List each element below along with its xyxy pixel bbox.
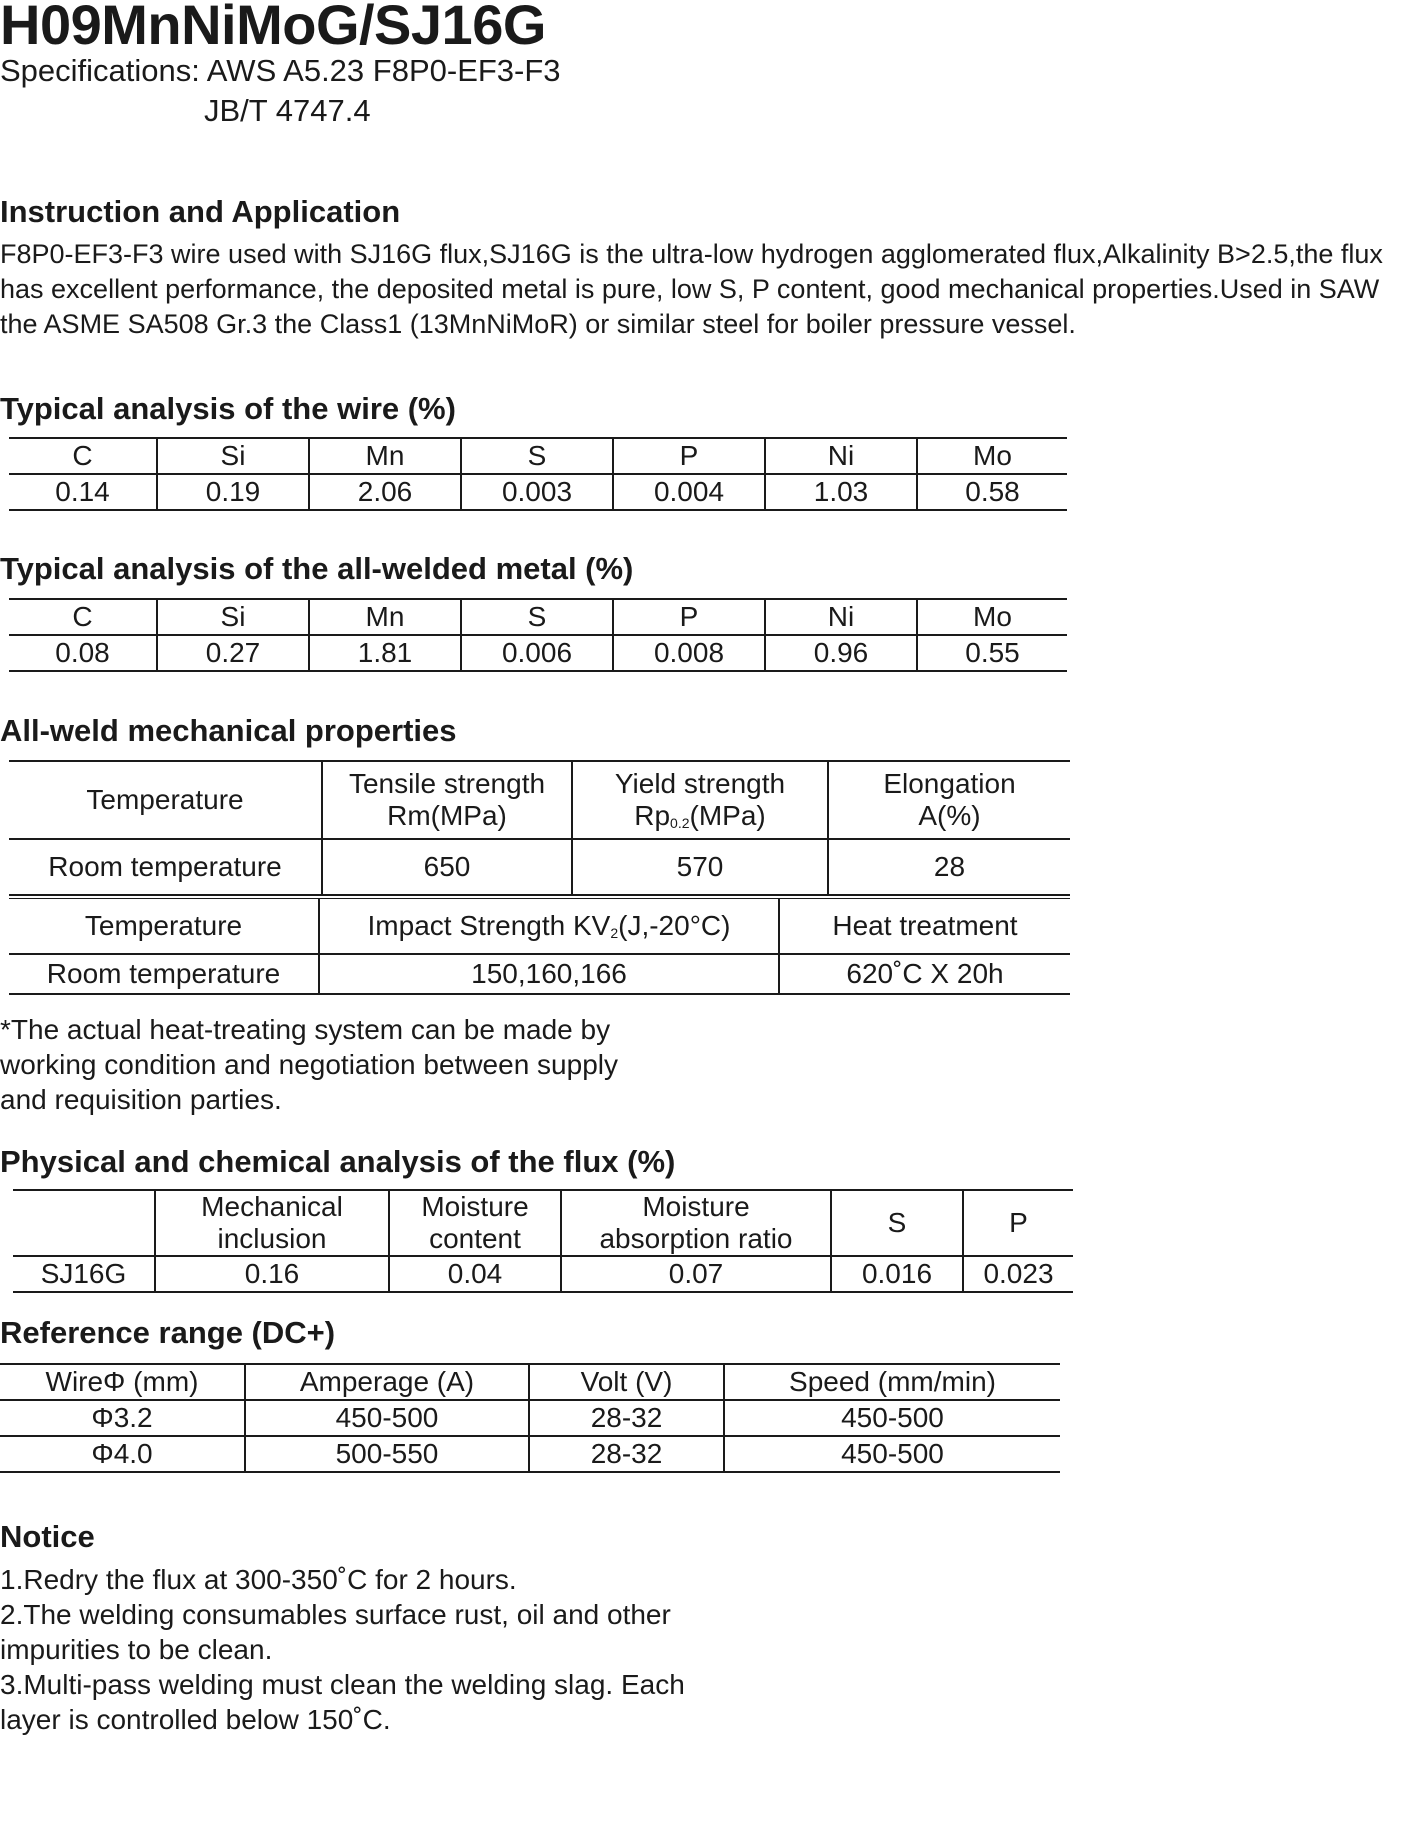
value-s: 0.003 xyxy=(461,474,613,510)
footnote-line: *The actual heat-treating system can be made by xyxy=(0,1014,611,1045)
col-mo: Mo xyxy=(917,438,1067,474)
notice-line: layer is controlled below 150˚C. xyxy=(0,1704,391,1735)
table-row xyxy=(9,954,1070,994)
col-s: S xyxy=(461,599,613,635)
yield-unit-mpa: (MPa) xyxy=(689,800,766,831)
table-row xyxy=(13,1256,1073,1292)
instruction-line: has excellent performance, the deposited metal is pure, low S, P content, good mechanical properties.Used in SAW xyxy=(0,274,1380,304)
footnote-line: working condition and negotiation between supply xyxy=(0,1049,618,1080)
reference-table xyxy=(0,1363,1060,1473)
col-wire-diameter: WireΦ (mm) xyxy=(0,1364,245,1400)
notice-list xyxy=(0,1562,685,1737)
value-heat-treatment: 620˚C X 20h xyxy=(779,954,1070,994)
col-ni: Ni xyxy=(765,599,917,635)
value-p: 0.008 xyxy=(613,635,765,671)
notice-line: 1.Redry the flux at 300-350˚C for 2 hours. xyxy=(0,1564,517,1595)
table-header-row xyxy=(0,1364,1060,1400)
table-row xyxy=(0,1436,1060,1472)
moisture-content-line1: Moisture xyxy=(421,1191,529,1222)
value-flux-name: SJ16G xyxy=(40,1258,127,1290)
value-amperage: 500-550 xyxy=(245,1436,529,1472)
value-s: 0.016 xyxy=(831,1256,963,1292)
notice-line: 2.The welding consumables surface rust, oil and other xyxy=(0,1599,671,1630)
value-speed: 450-500 xyxy=(724,1400,1060,1436)
value-volt: 28-32 xyxy=(529,1400,724,1436)
value-wire-diameter: Φ3.2 xyxy=(0,1400,245,1436)
col-heat-treatment: Heat treatment xyxy=(779,897,1070,954)
table-row xyxy=(9,635,1067,671)
value-p: 0.023 xyxy=(963,1256,1073,1292)
value-moisture-absorption: 0.07 xyxy=(561,1256,831,1292)
col-flux-name xyxy=(13,1190,155,1256)
footnote-line: and requisition parties. xyxy=(0,1084,282,1115)
col-amperage: Amperage (A) xyxy=(245,1364,529,1400)
yield-label: Yield strength xyxy=(614,767,786,799)
col-temperature: Temperature xyxy=(9,897,319,954)
col-si: Si xyxy=(157,599,309,635)
instruction-line: F8P0-EF3-F3 wire used with SJ16G flux,SJ16G is the ultra-low hydrogen agglomerated flux,Alkalinity B>2.5,the flux xyxy=(0,239,1383,269)
col-elongation xyxy=(828,761,1070,839)
page-title: H09MnNiMoG/SJ16G xyxy=(0,0,546,56)
impact-unit: (J,-20°C) xyxy=(618,909,731,941)
col-s: S xyxy=(831,1190,963,1256)
table-row xyxy=(9,474,1067,510)
instruction-heading: Instruction and Application xyxy=(0,194,401,229)
table-header-row xyxy=(9,438,1067,474)
value-volt: 28-32 xyxy=(529,1436,724,1472)
specifications-line-1: Specifications: AWS A5.23 F8P0-EF3-F3 xyxy=(0,53,561,88)
notice-heading: Notice xyxy=(0,1519,95,1554)
value-impact: 150,160,166 xyxy=(319,954,779,994)
col-p: P xyxy=(613,438,765,474)
reference-heading: Reference range (DC+) xyxy=(0,1315,336,1350)
yield-unit-sub: 0.2 xyxy=(670,815,690,831)
impact-label: Impact Strength KV xyxy=(367,909,611,941)
col-speed: Speed (mm/min) xyxy=(724,1364,1060,1400)
value-mo: 0.58 xyxy=(917,474,1067,510)
col-mo: Mo xyxy=(917,599,1067,635)
value-si: 0.19 xyxy=(157,474,309,510)
col-c: C xyxy=(9,599,157,635)
value-wire-diameter: Φ4.0 xyxy=(91,1437,153,1469)
value-yield: 570 xyxy=(572,839,828,895)
value-c: 0.08 xyxy=(55,636,110,668)
heat-treatment-footnote xyxy=(0,1012,618,1117)
instruction-line: the ASME SA508 Gr.3 the Class1 (13MnNiMoR) or similar steel for boiler pressure vessel. xyxy=(0,309,1076,339)
wire-analysis-table xyxy=(9,437,1067,511)
moisture-content-line2: content xyxy=(429,1223,521,1255)
mechanical-heading: All-weld mechanical properties xyxy=(0,713,457,748)
col-ni: Ni xyxy=(765,438,917,474)
value-moisture-content: 0.04 xyxy=(389,1256,561,1292)
tensile-label: Tensile strength xyxy=(348,767,546,799)
value-mo: 0.55 xyxy=(917,635,1067,671)
col-si: Si xyxy=(157,438,309,474)
elongation-unit: A(%) xyxy=(918,800,981,831)
col-mechanical-inclusion xyxy=(155,1190,389,1256)
col-p: P xyxy=(613,599,765,635)
col-p: P xyxy=(963,1190,1073,1256)
tensile-unit: Rm(MPa) xyxy=(387,800,507,831)
mechanical-table xyxy=(9,760,1070,896)
impact-sub: 2 xyxy=(610,924,619,941)
flux-heading: Physical and chemical analysis of the flux (%) xyxy=(0,1144,676,1179)
weld-metal-table xyxy=(9,598,1067,672)
value-ni: 0.96 xyxy=(765,635,917,671)
col-mn: Mn xyxy=(309,438,461,474)
value-mn: 2.06 xyxy=(309,474,461,510)
notice-line: impurities to be clean. xyxy=(0,1634,273,1665)
table-row xyxy=(0,1400,1060,1436)
wire-analysis-heading: Typical analysis of the wire (%) xyxy=(0,391,456,426)
impact-table xyxy=(9,895,1070,995)
col-moisture-absorption xyxy=(561,1190,831,1256)
value-speed: 450-500 xyxy=(724,1436,1060,1472)
value-s: 0.006 xyxy=(461,635,613,671)
weld-metal-heading: Typical analysis of the all-welded metal (%) xyxy=(0,551,634,586)
col-yield-strength xyxy=(572,761,828,839)
col-volt: Volt (V) xyxy=(529,1364,724,1400)
col-s: S xyxy=(461,438,613,474)
table-header-row xyxy=(9,599,1067,635)
mechanical-inclusion-line1: Mechanical xyxy=(201,1191,343,1222)
row-temperature: Room temperature xyxy=(46,957,281,989)
table-header-row xyxy=(9,897,1070,954)
flux-table xyxy=(13,1189,1073,1293)
value-c: 0.14 xyxy=(55,475,110,507)
value-mechanical-inclusion: 0.16 xyxy=(155,1256,389,1292)
notice-line: 3.Multi-pass welding must clean the welding slag. Each xyxy=(0,1669,685,1700)
row-temperature: Room temperature xyxy=(48,850,282,882)
value-ni: 1.03 xyxy=(765,474,917,510)
table-header-row xyxy=(9,761,1070,839)
table-header-row xyxy=(13,1190,1073,1256)
value-amperage: 450-500 xyxy=(245,1400,529,1436)
instruction-text xyxy=(0,237,1400,342)
specifications-line-2: JB/T 4747.4 xyxy=(204,93,371,128)
mechanical-inclusion-line2: inclusion xyxy=(217,1223,327,1255)
col-moisture-content xyxy=(389,1190,561,1256)
value-elongation: 28 xyxy=(828,839,1070,895)
yield-unit xyxy=(573,800,827,832)
value-tensile: 650 xyxy=(322,839,572,895)
value-p: 0.004 xyxy=(613,474,765,510)
moisture-absorption-line1: Moisture xyxy=(642,1191,750,1222)
col-impact-strength xyxy=(319,897,779,954)
value-mn: 1.81 xyxy=(309,635,461,671)
col-mn: Mn xyxy=(309,599,461,635)
yield-unit-rp: Rp xyxy=(634,800,671,831)
col-tensile-strength xyxy=(322,761,572,839)
moisture-absorption-line2: absorption ratio xyxy=(599,1223,793,1255)
elongation-label: Elongation xyxy=(883,767,1016,799)
value-si: 0.27 xyxy=(157,635,309,671)
col-temperature: Temperature xyxy=(9,761,322,839)
col-c: C xyxy=(9,438,157,474)
table-row xyxy=(9,839,1070,895)
